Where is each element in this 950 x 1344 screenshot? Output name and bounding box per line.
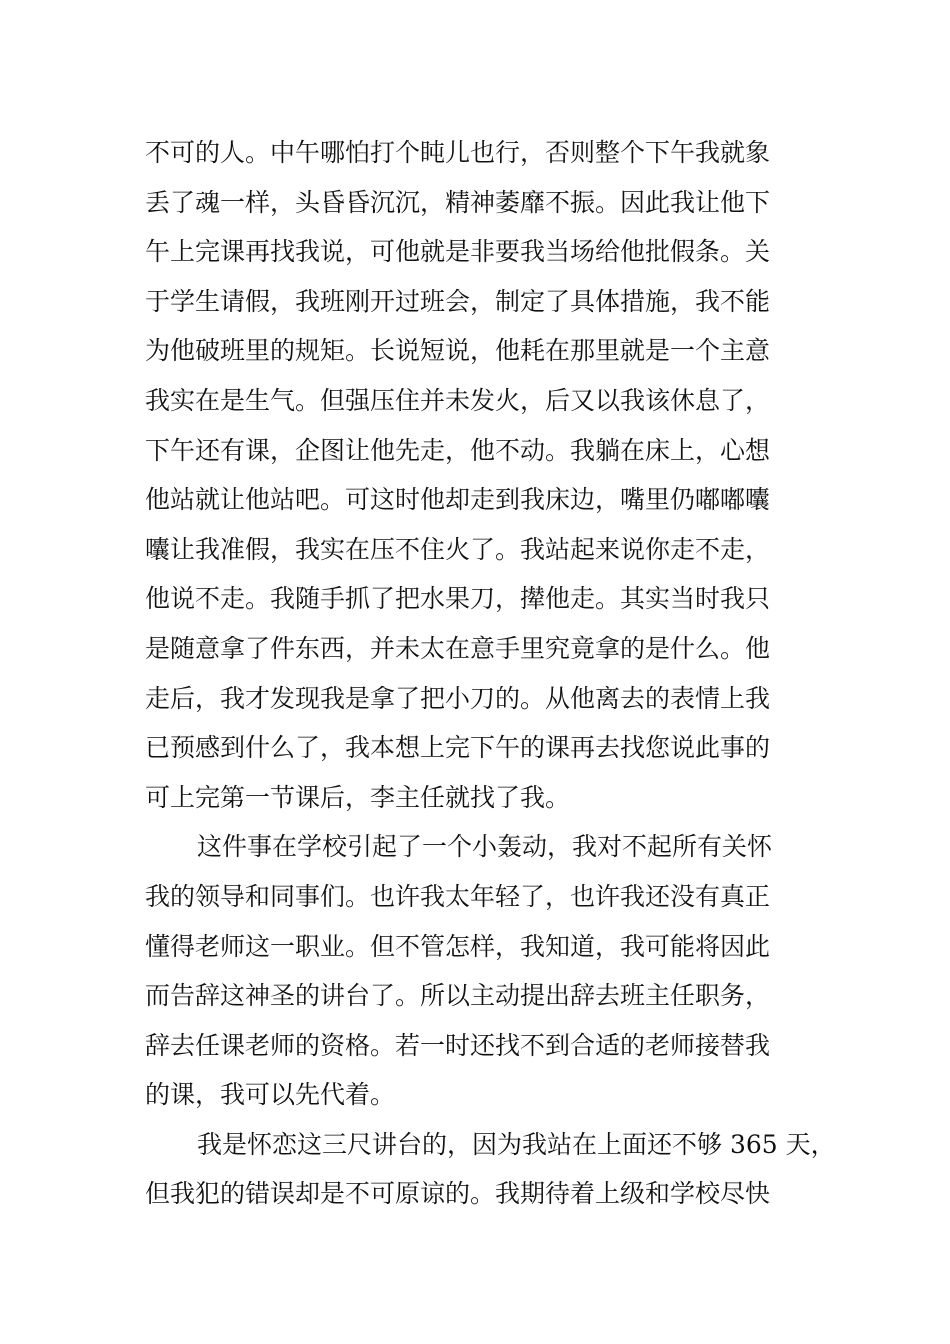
text-line: 他站就让他站吧。可这时他却走到我床边，嘴里仍嘟嘟囔 bbox=[145, 485, 771, 515]
text-line: 走后，我才发现我是拿了把小刀的。从他离去的表情上我 bbox=[145, 683, 771, 713]
text-line: 我实在是生气。但强压住并未发火，后又以我该休息了， bbox=[145, 385, 771, 415]
text-line: 的课，我可以先代着。 bbox=[145, 1080, 396, 1110]
text-line: 是随意拿了件东西，并未太在意手里究竟拿的是什么。他 bbox=[145, 633, 771, 663]
text-line: 为他破班里的规矩。长说短说，他耗在那里就是一个主意 bbox=[145, 336, 771, 366]
text-line: 囔让我准假，我实在压不住火了。我站起来说你走不走， bbox=[145, 534, 771, 564]
paragraph bbox=[145, 822, 825, 1120]
text-line: 可上完第一节课后，李主任就找了我。 bbox=[145, 782, 571, 812]
paragraph bbox=[145, 128, 825, 822]
paragraph bbox=[145, 1120, 836, 1219]
text-line: 我是怀恋这三尺讲台的，因为我站在上面还不够 365 天， bbox=[197, 1129, 836, 1159]
text-line: 这件事在学校引起了一个小轰动，我对不起所有关怀 bbox=[197, 832, 773, 862]
text-line: 他说不走。我随手抓了把水果刀，撵他走。其实当时我只 bbox=[145, 584, 771, 614]
text-line: 下午还有课，企图让他先走，他不动。我躺在床上，心想 bbox=[145, 435, 771, 465]
text-line: 丢了魂一样，头昏昏沉沉，精神萎靡不振。因此我让他下 bbox=[145, 187, 771, 217]
body-text bbox=[145, 128, 836, 1219]
text-line: 已预感到什么了，我本想上完下午的课再去找您说此事的 bbox=[145, 733, 771, 763]
text-line: 不可的人。中午哪怕打个盹儿也行，否则整个下午我就象 bbox=[145, 138, 771, 167]
text-line: 懂得老师这一职业。但不管怎样，我知道，我可能将因此 bbox=[145, 931, 771, 961]
text-line: 我的领导和同事们。也许我太年轻了，也许我还没有真正 bbox=[145, 881, 771, 911]
text-line: 而告辞这神圣的讲台了。所以主动提出辞去班主任职务， bbox=[145, 981, 771, 1011]
text-line: 于学生请假，我班刚开过班会，制定了具体措施，我不能 bbox=[145, 286, 771, 316]
text-line: 辞去任课老师的资格。若一时还找不到合适的老师接替我 bbox=[145, 1030, 771, 1060]
text-line: 但我犯的错误却是不可原谅的。我期待着上级和学校尽快 bbox=[145, 1179, 771, 1209]
text-line: 午上完课再找我说，可他就是非要我当场给他批假条。关 bbox=[145, 237, 771, 267]
